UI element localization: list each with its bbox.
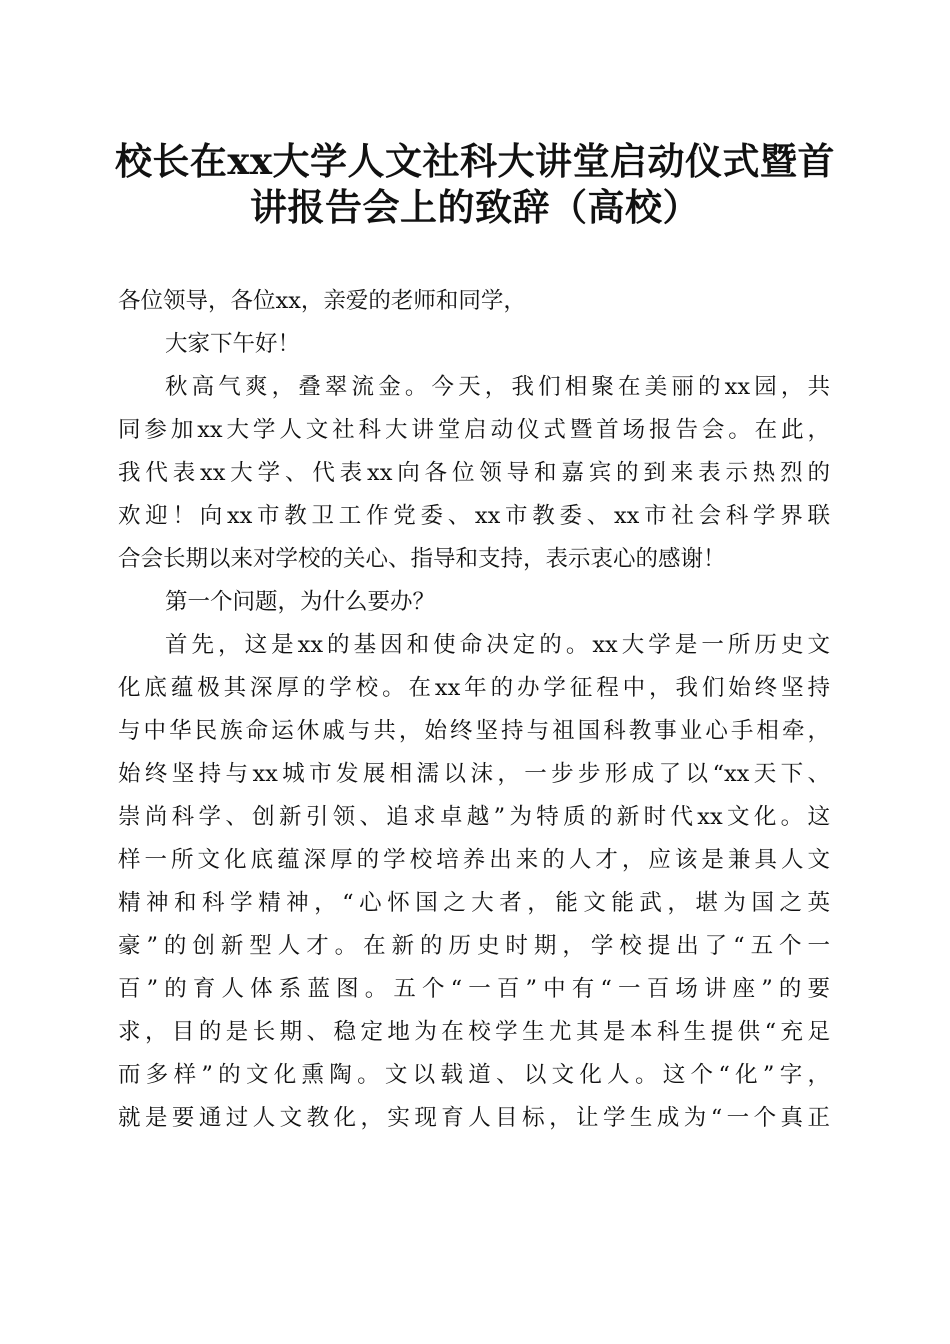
text-line: 首先，这是xx的基因和使命决定的。xx大学是一所历史文 xyxy=(165,632,830,658)
text-line: 第一个问题，为什么要办？ xyxy=(165,589,436,615)
text-line: 豪”的创新型人才。在新的历史时期，学校提出了“五个一 xyxy=(118,933,830,959)
text-line: 而多样”的文化熏陶。文以载道、以文化人。这个“化”字， xyxy=(118,1062,830,1088)
text-line: 我代表xx大学、代表xx向各位领导和嘉宾的到来表示热烈的 xyxy=(118,460,830,486)
text-line: 崇尚科学、创新引领、追求卓越”为特质的新时代xx文化。这 xyxy=(118,804,830,830)
text-line: 与中华民族命运休戚与共，始终坚持与祖国科教事业心手相牵， xyxy=(118,718,830,744)
text-line: 始终坚持与xx城市发展相濡以沫，一步步形成了以“xx天下、 xyxy=(118,761,830,787)
text-line: 化底蕴极其深厚的学校。在xx年的办学征程中，我们始终坚持 xyxy=(118,675,830,701)
title-line-1: 校长在xx大学人文社科大讲堂启动仪式暨首 xyxy=(114,139,836,183)
text-line: 欢迎！向xx市教卫工作党委、xx市教委、xx市社会科学界联 xyxy=(118,503,830,529)
text-line: 大家下午好！ xyxy=(165,331,301,357)
text-line: 就是要通过人文教化，实现育人目标，让学生成为“一个真正 xyxy=(118,1105,830,1131)
page-title xyxy=(90,138,860,230)
text-line: 样一所文化底蕴深厚的学校培养出来的人才，应该是兼具人文 xyxy=(118,847,830,873)
text-line: 各位领导，各位xx，亲爱的老师和同学， xyxy=(118,288,526,314)
text-line: 求，目的是长期、稳定地为在校学生尤其是本科生提供“充足 xyxy=(118,1019,830,1045)
text-line: 精神和科学精神，“心怀国之大者，能文能武，堪为国之英 xyxy=(118,890,830,916)
text-line: 同参加xx大学人文社科大讲堂启动仪式暨首场报告会。在此， xyxy=(118,417,830,443)
title-line-2: 讲报告会上的致辞（高校） xyxy=(250,185,700,229)
text-line: 合会长期以来对学校的关心、指导和支持，表示衷心的感谢！ xyxy=(118,546,726,572)
text-line: 秋高气爽，叠翠流金。今天，我们相聚在美丽的xx园，共 xyxy=(165,374,830,400)
document-body xyxy=(118,280,830,1140)
text-line: 百”的育人体系蓝图。五个“一百”中有“一百场讲座”的要 xyxy=(118,976,830,1002)
